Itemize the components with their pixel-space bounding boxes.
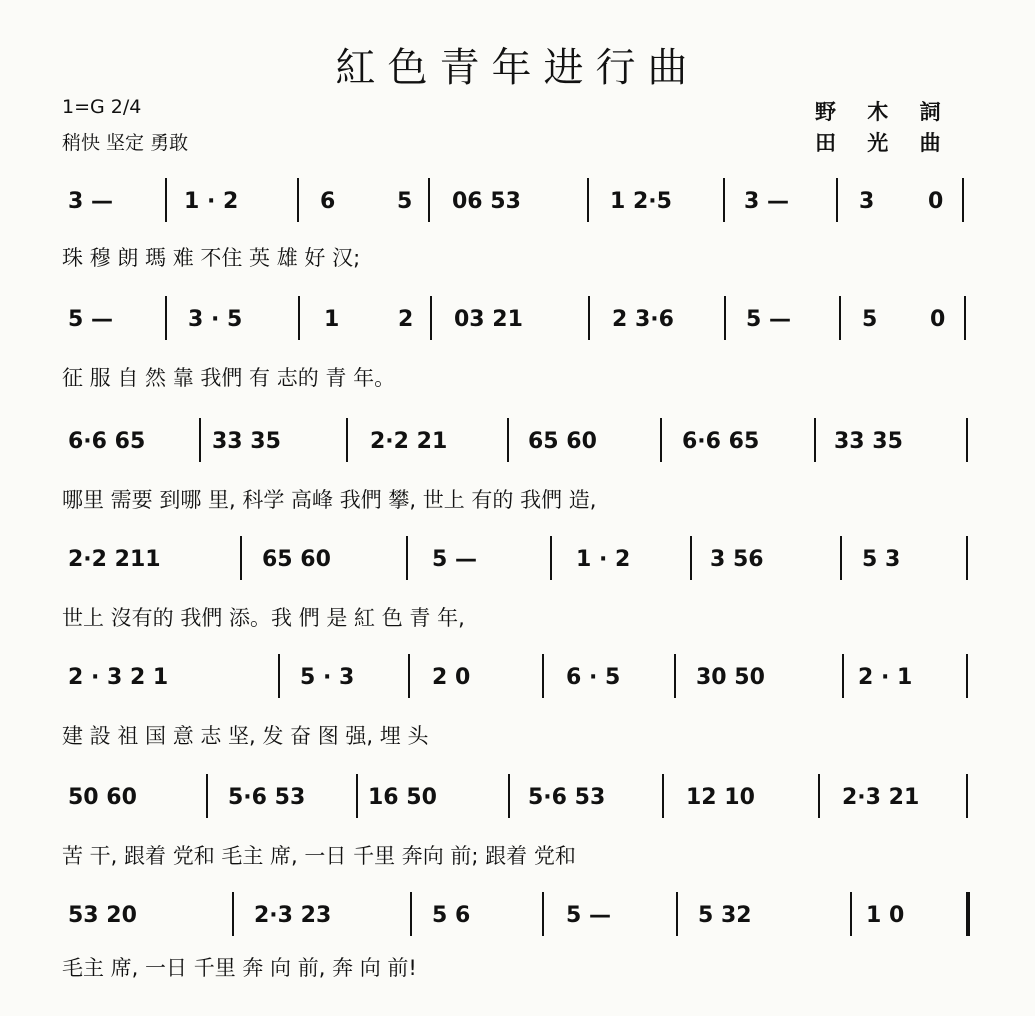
measure: 1 · 2: [576, 547, 631, 572]
barline: [723, 178, 725, 222]
measure: 6·6 65: [68, 429, 146, 454]
barline: [814, 418, 816, 462]
measure: 5 · 3: [300, 665, 355, 690]
measure: 2 · 3 2 1: [68, 665, 169, 690]
measure: 0: [928, 189, 944, 214]
final-barline: [966, 892, 970, 936]
barline: [840, 536, 842, 580]
measure: 2 3·6: [612, 307, 674, 332]
staff-row-1: [62, 178, 982, 222]
barline: [966, 418, 968, 462]
measure: 1 2·5: [610, 189, 672, 214]
barline: [199, 418, 201, 462]
measure: 03 21: [454, 307, 523, 332]
barline: [232, 892, 234, 936]
staff-row-7: [62, 892, 982, 936]
lyric-line-2: 征 服 自 然 靠 我們 有 志的 青 年。: [62, 366, 396, 390]
measure: 5 32: [698, 903, 752, 928]
staff-row-3: [62, 418, 982, 462]
measure: 5·6 53: [228, 785, 306, 810]
measure: 2 0: [432, 665, 471, 690]
measure: 50 60: [68, 785, 137, 810]
measure: 12 10: [686, 785, 755, 810]
staff-row-5: [62, 654, 982, 698]
barline: [507, 418, 509, 462]
staff-row-6: [62, 774, 982, 818]
barline: [428, 178, 430, 222]
barline: [298, 296, 300, 340]
barline: [356, 774, 358, 818]
measure: 2·3 21: [842, 785, 920, 810]
barline: [962, 178, 964, 222]
barline: [842, 654, 844, 698]
barline: [278, 654, 280, 698]
measure: 3 · 5: [188, 307, 243, 332]
barline: [165, 178, 167, 222]
barline: [966, 654, 968, 698]
barline: [346, 418, 348, 462]
measure: 5 —: [746, 307, 791, 332]
barline: [850, 892, 852, 936]
measure: 2·2 21: [370, 429, 448, 454]
measure: 2: [398, 307, 414, 332]
lyric-line-6: 苦 干, 跟着 党和 毛主 席, 一日 千里 奔向 前; 跟着 党和: [62, 844, 576, 868]
barline: [542, 654, 544, 698]
barline: [550, 536, 552, 580]
barline: [508, 774, 510, 818]
measure: 5: [397, 189, 413, 214]
measure: 65 60: [528, 429, 597, 454]
barline: [430, 296, 432, 340]
measure: 5: [862, 307, 878, 332]
measure: 53 20: [68, 903, 137, 928]
measure: 6·6 65: [682, 429, 760, 454]
measure: 2 · 1: [858, 665, 913, 690]
measure: 3 56: [710, 547, 764, 572]
measure: 06 53: [452, 189, 521, 214]
measure: 2·2 211: [68, 547, 161, 572]
measure: 0: [930, 307, 946, 332]
measure: 5 —: [432, 547, 477, 572]
lyric-line-7: 毛主 席, 一日 千里 奔 向 前, 奔 向 前!: [62, 956, 417, 980]
barline: [406, 536, 408, 580]
measure: 5 —: [566, 903, 611, 928]
barline: [839, 296, 841, 340]
measure: 2·3 23: [254, 903, 332, 928]
measure: 1 · 2: [184, 189, 239, 214]
measure: 3 —: [744, 189, 789, 214]
lyric-line-5: 建 設 祖 国 意 志 坚, 发 奋 图 强, 埋 头: [62, 724, 429, 748]
measure: 3: [859, 189, 875, 214]
barline: [674, 654, 676, 698]
barline: [408, 654, 410, 698]
measure: 5·6 53: [528, 785, 606, 810]
barline: [542, 892, 544, 936]
barline: [165, 296, 167, 340]
measure: 16 50: [368, 785, 437, 810]
staff-row-2: [62, 296, 982, 340]
composer-credit: 田 光 曲: [815, 131, 953, 155]
barline: [297, 178, 299, 222]
staff-row-4: [62, 536, 982, 580]
song-title: 紅色青年进行曲: [335, 45, 700, 91]
barline: [676, 892, 678, 936]
barline: [966, 536, 968, 580]
barline: [587, 178, 589, 222]
measure: 5 —: [68, 307, 113, 332]
barline: [818, 774, 820, 818]
barline: [410, 892, 412, 936]
measure: 1: [324, 307, 340, 332]
lyric-line-1: 珠 穆 朗 瑪 难 不住 英 雄 好 汉;: [62, 246, 361, 270]
barline: [690, 536, 692, 580]
lyric-line-4: 世上 沒有的 我們 添。我 們 是 紅 色 青 年,: [62, 606, 465, 630]
lyric-line-3: 哪里 需要 到哪 里, 科学 高峰 我們 攀, 世上 有的 我們 造,: [62, 488, 597, 512]
measure: 33 35: [212, 429, 281, 454]
barline: [724, 296, 726, 340]
measure: 6 · 5: [566, 665, 621, 690]
measure: 65 60: [262, 547, 331, 572]
barline: [966, 774, 968, 818]
tempo-marking: 稍快 坚定 勇敢: [62, 132, 189, 154]
measure: 30 50: [696, 665, 765, 690]
measure: 5 6: [432, 903, 471, 928]
measure: 1 0: [866, 903, 905, 928]
measure: 3 —: [68, 189, 113, 214]
barline: [964, 296, 966, 340]
barline: [588, 296, 590, 340]
measure: 6: [320, 189, 336, 214]
barline: [206, 774, 208, 818]
lyricist-credit: 野 木 詞: [815, 100, 953, 124]
barline: [662, 774, 664, 818]
measure: 33 35: [834, 429, 903, 454]
barline: [836, 178, 838, 222]
measure: 5 3: [862, 547, 901, 572]
barline: [660, 418, 662, 462]
barline: [240, 536, 242, 580]
key-signature: 1=G 2/4: [62, 96, 142, 118]
